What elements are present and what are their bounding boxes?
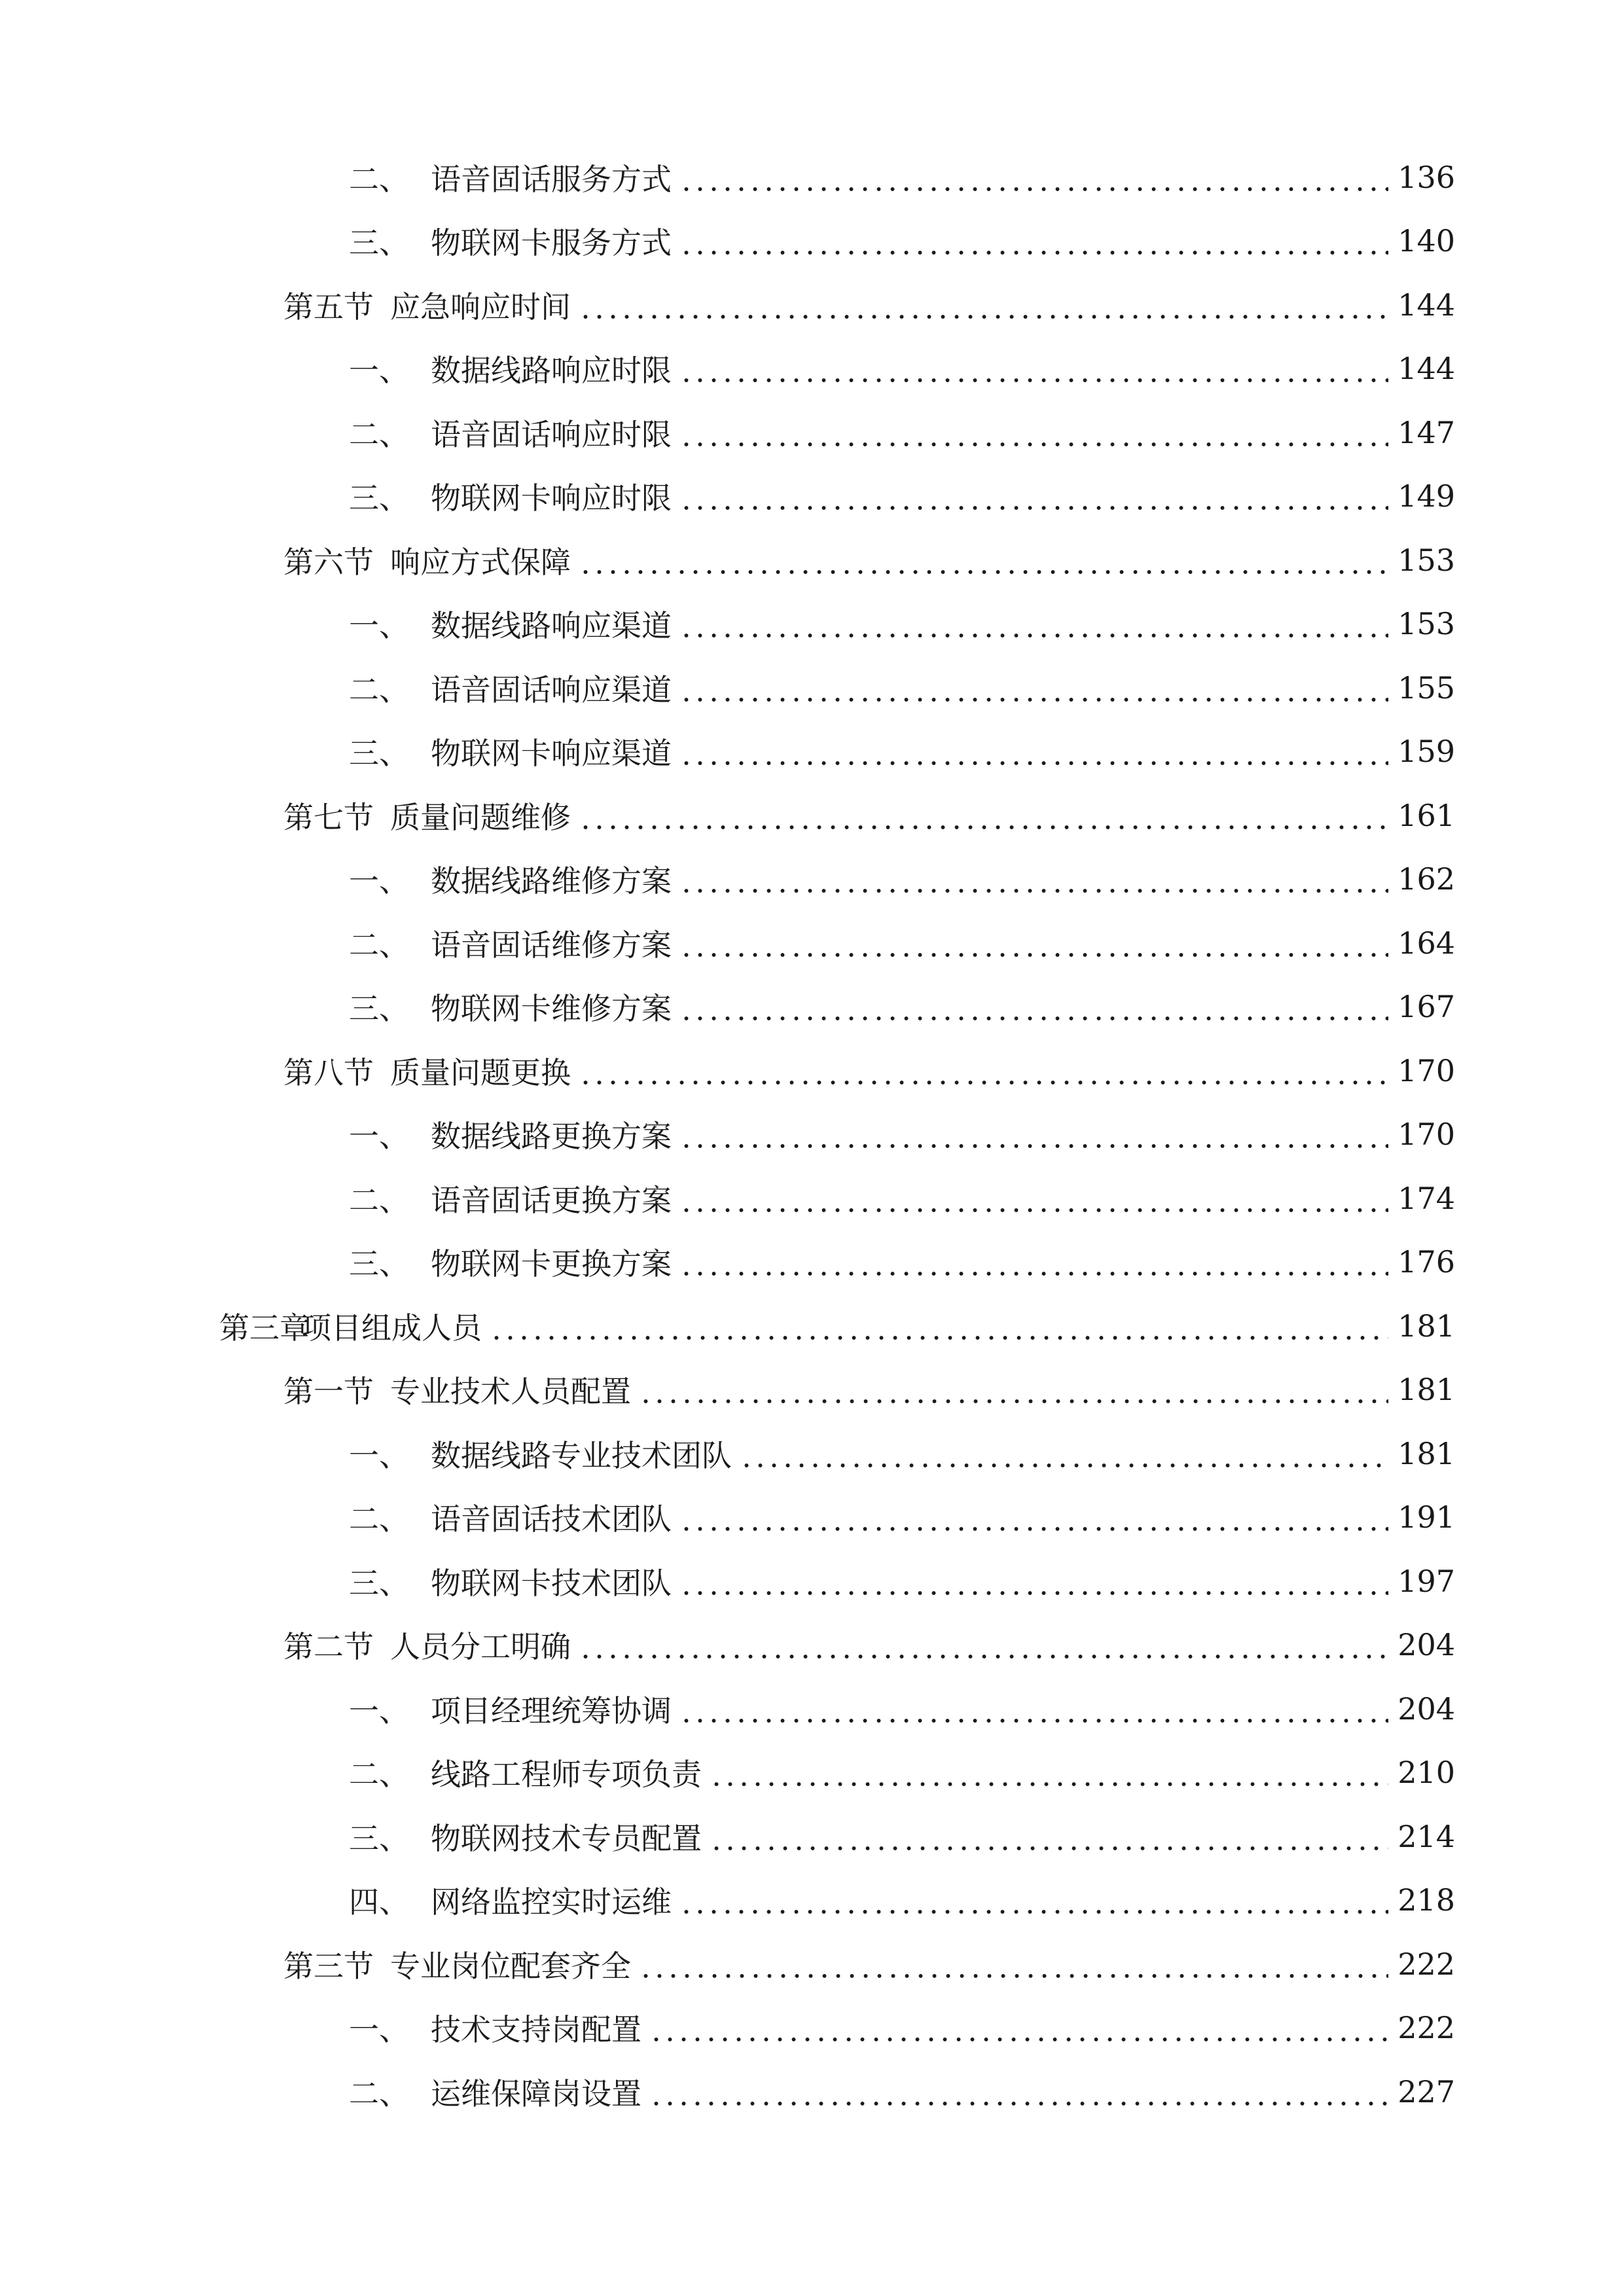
toc-entry-page: 144 — [1398, 351, 1455, 387]
toc-entry-number: 一、 — [349, 1119, 409, 1155]
toc-entry-page: 176 — [1398, 1244, 1455, 1280]
toc-entry-number: 二、 — [349, 1182, 409, 1218]
toc-entry-7[interactable] — [0, 528, 1624, 592]
toc-dot-leader — [579, 1630, 1388, 1660]
toc-entry-title: 物联网卡更换方案 — [431, 1246, 672, 1282]
toc-entry-page: 222 — [1398, 1946, 1455, 1982]
toc-entry-title: 语音固话响应渠道 — [431, 672, 672, 708]
toc-entry-title: 技术支持岗配置 — [431, 2012, 641, 2048]
toc-dot-leader — [649, 2013, 1388, 2043]
toc-entry-title: 应急响应时间 — [390, 289, 571, 325]
toc-entry-number: 二、 — [349, 161, 409, 197]
toc-entry-title: 数据线路响应时限 — [431, 353, 672, 389]
toc-entry-17[interactable] — [0, 1166, 1624, 1230]
toc-entry-page: 153 — [1398, 542, 1455, 578]
toc-entry-title: 物联网卡响应渠道 — [431, 736, 672, 772]
toc-entry-page: 181 — [1398, 1435, 1455, 1471]
toc-dot-leader — [679, 481, 1388, 511]
toc-entry-page: 170 — [1398, 1117, 1455, 1153]
toc-dot-leader — [490, 1311, 1388, 1341]
toc-entry-number: 第三节 — [283, 1948, 374, 1984]
toc-entry-number: 二、 — [349, 927, 409, 963]
toc-entry-6[interactable] — [0, 465, 1624, 529]
toc-entry-page: 170 — [1398, 1052, 1455, 1088]
toc-entry-title: 物联网卡维修方案 — [431, 991, 672, 1027]
toc-dot-leader — [679, 1247, 1388, 1277]
toc-entry-title: 数据线路专业技术团队 — [431, 1437, 732, 1473]
toc-entry-number: 第七节 — [283, 799, 374, 835]
toc-entry-title: 网络监控实时运维 — [431, 1884, 672, 1920]
toc-dot-leader — [710, 1757, 1388, 1787]
toc-entry-22[interactable] — [0, 1486, 1624, 1550]
toc-entry-page: 149 — [1398, 478, 1455, 514]
toc-entry-title: 语音固话维修方案 — [431, 927, 672, 963]
toc-dot-leader — [679, 673, 1388, 703]
toc-entry-19[interactable] — [0, 1294, 1624, 1358]
toc-entry-number: 一、 — [349, 863, 409, 899]
toc-entry-9[interactable] — [0, 656, 1624, 720]
toc-entry-title: 物联网卡响应时限 — [431, 480, 672, 516]
toc-entry-24[interactable] — [0, 1613, 1624, 1677]
toc-entry-number: 三、 — [349, 225, 409, 261]
toc-dot-leader — [679, 864, 1388, 894]
toc-entry-page: 191 — [1398, 1499, 1455, 1535]
toc-entry-15[interactable] — [0, 1039, 1624, 1103]
toc-dot-leader — [679, 1183, 1388, 1213]
toc-entry-page: 162 — [1398, 861, 1455, 897]
toc-dot-leader — [679, 162, 1388, 192]
toc-entry-14[interactable] — [0, 975, 1624, 1039]
toc-entry-title: 项目经理统筹协调 — [431, 1693, 672, 1729]
toc-entry-title: 质量问题维修 — [390, 799, 571, 835]
toc-dot-leader — [579, 800, 1388, 831]
toc-entry-page: 161 — [1398, 797, 1455, 833]
toc-dot-leader — [679, 418, 1388, 448]
toc-dot-leader — [679, 928, 1388, 958]
toc-entry-page: 222 — [1398, 2010, 1455, 2046]
toc-entry-number: 第五节 — [283, 289, 374, 325]
toc-entry-10[interactable] — [0, 720, 1624, 784]
toc-entry-26[interactable] — [0, 1741, 1624, 1805]
toc-entry-18[interactable] — [0, 1230, 1624, 1295]
toc-entry-29[interactable] — [0, 1932, 1624, 1996]
toc-entry-number: 第一节 — [283, 1374, 374, 1410]
toc-entry-title: 语音固话服务方式 — [431, 161, 672, 197]
toc-entry-number: 第八节 — [283, 1054, 374, 1090]
toc-entry-4[interactable] — [0, 337, 1624, 401]
toc-entry-page: 197 — [1398, 1563, 1455, 1599]
toc-dot-leader — [710, 1821, 1388, 1852]
toc-entry-title: 语音固话技术团队 — [431, 1501, 672, 1537]
toc-dot-leader — [679, 1885, 1388, 1915]
toc-entry-27[interactable] — [0, 1804, 1624, 1869]
toc-entry-number: 二、 — [349, 1757, 409, 1793]
toc-entry-page: 164 — [1398, 925, 1455, 961]
toc-entry-title: 线路工程师专项负责 — [431, 1757, 702, 1793]
toc-entry-number: 第六节 — [283, 544, 374, 580]
toc-entry-page: 159 — [1398, 734, 1455, 770]
toc-dot-leader — [679, 226, 1388, 256]
toc-entry-title: 响应方式保障 — [390, 544, 571, 580]
toc-entry-title: 物联网卡技术团队 — [431, 1565, 672, 1601]
toc-entry-page: 140 — [1398, 223, 1455, 259]
toc-entry-number: 四、 — [349, 1884, 409, 1920]
toc-entry-number: 三、 — [349, 1246, 409, 1282]
toc-entry-page: 155 — [1398, 670, 1455, 706]
toc-entry-page: 153 — [1398, 606, 1455, 642]
toc-entry-1[interactable] — [0, 145, 1624, 209]
toc-entry-number: 三、 — [349, 1820, 409, 1856]
toc-entry-8[interactable] — [0, 592, 1624, 656]
toc-entry-page: 147 — [1398, 414, 1455, 450]
toc-entry-page: 136 — [1398, 159, 1455, 195]
toc-dot-leader — [679, 1566, 1388, 1596]
toc-entry-31[interactable] — [0, 2060, 1624, 2124]
toc-entry-number: 一、 — [349, 353, 409, 389]
toc-entry-number: 第三章 — [219, 1310, 310, 1346]
toc-dot-leader — [649, 2077, 1388, 2107]
toc-dot-leader — [639, 1374, 1388, 1405]
toc-entry-number: 二、 — [349, 672, 409, 708]
toc-entry-page: 204 — [1398, 1691, 1455, 1727]
toc-entry-number: 二、 — [349, 416, 409, 452]
toc-entry-number: 一、 — [349, 608, 409, 644]
toc-entry-16[interactable] — [0, 1103, 1624, 1167]
toc-entry-13[interactable] — [0, 911, 1624, 975]
toc-entry-number: 三、 — [349, 991, 409, 1027]
toc-entry-page: 167 — [1398, 989, 1455, 1025]
toc-entry-page: 174 — [1398, 1180, 1455, 1216]
toc-entry-28[interactable] — [0, 1869, 1624, 1933]
toc-entry-12[interactable] — [0, 848, 1624, 912]
toc-entry-page: 227 — [1398, 2073, 1455, 2109]
toc-entry-5[interactable] — [0, 401, 1624, 465]
toc-entry-number: 一、 — [349, 1693, 409, 1729]
toc-entry-number: 一、 — [349, 2012, 409, 2048]
toc-entry-page: 210 — [1398, 1755, 1455, 1791]
toc-entry-title: 物联网技术专员配置 — [431, 1820, 702, 1856]
toc-entry-25[interactable] — [0, 1677, 1624, 1741]
toc-entry-title: 语音固话响应时限 — [431, 416, 672, 452]
toc-entry-number: 三、 — [349, 1565, 409, 1601]
toc-dot-leader — [679, 609, 1388, 639]
toc-entry-page: 181 — [1398, 1308, 1455, 1344]
toc-entry-title: 数据线路更换方案 — [431, 1119, 672, 1155]
table-of-contents — [0, 145, 1624, 2124]
toc-entry-page: 218 — [1398, 1882, 1455, 1918]
toc-entry-number: 二、 — [349, 1501, 409, 1537]
toc-entry-title: 人员分工明确 — [390, 1629, 571, 1665]
toc-entry-title: 项目组成人员 — [301, 1310, 482, 1346]
toc-entry-title: 专业岗位配套齐全 — [390, 1948, 631, 1984]
toc-entry-3[interactable] — [0, 273, 1624, 337]
toc-entry-page: 144 — [1398, 287, 1455, 323]
toc-entry-title: 数据线路维修方案 — [431, 863, 672, 899]
toc-entry-number: 三、 — [349, 736, 409, 772]
toc-entry-page: 181 — [1398, 1372, 1455, 1408]
toc-entry-21[interactable] — [0, 1422, 1624, 1486]
toc-entry-23[interactable] — [0, 1549, 1624, 1613]
toc-dot-leader — [679, 1694, 1388, 1724]
toc-entry-number: 三、 — [349, 480, 409, 516]
toc-dot-leader — [679, 1119, 1388, 1149]
toc-entry-number: 第二节 — [283, 1629, 374, 1665]
toc-dot-leader — [639, 1949, 1388, 1979]
toc-entry-11[interactable] — [0, 783, 1624, 848]
toc-dot-leader — [740, 1439, 1388, 1469]
toc-dot-leader — [679, 736, 1388, 766]
toc-entry-page: 204 — [1398, 1627, 1455, 1663]
toc-dot-leader — [679, 992, 1388, 1022]
toc-entry-title: 运维保障岗设置 — [431, 2075, 641, 2111]
toc-dot-leader — [579, 1056, 1388, 1086]
toc-entry-30[interactable] — [0, 1996, 1624, 2060]
toc-entry-title: 语音固话更换方案 — [431, 1182, 672, 1218]
toc-entry-20[interactable] — [0, 1358, 1624, 1422]
toc-entry-title: 物联网卡服务方式 — [431, 225, 672, 261]
toc-dot-leader — [579, 545, 1388, 575]
toc-entry-2[interactable] — [0, 209, 1624, 274]
toc-entry-title: 数据线路响应渠道 — [431, 608, 672, 644]
toc-entry-number: 二、 — [349, 2075, 409, 2111]
toc-entry-page: 214 — [1398, 1818, 1455, 1854]
toc-dot-leader — [679, 1502, 1388, 1532]
toc-entry-number: 一、 — [349, 1437, 409, 1473]
toc-entry-title: 专业技术人员配置 — [390, 1374, 631, 1410]
toc-dot-leader — [679, 353, 1388, 384]
toc-dot-leader — [579, 290, 1388, 320]
toc-entry-title: 质量问题更换 — [390, 1054, 571, 1090]
